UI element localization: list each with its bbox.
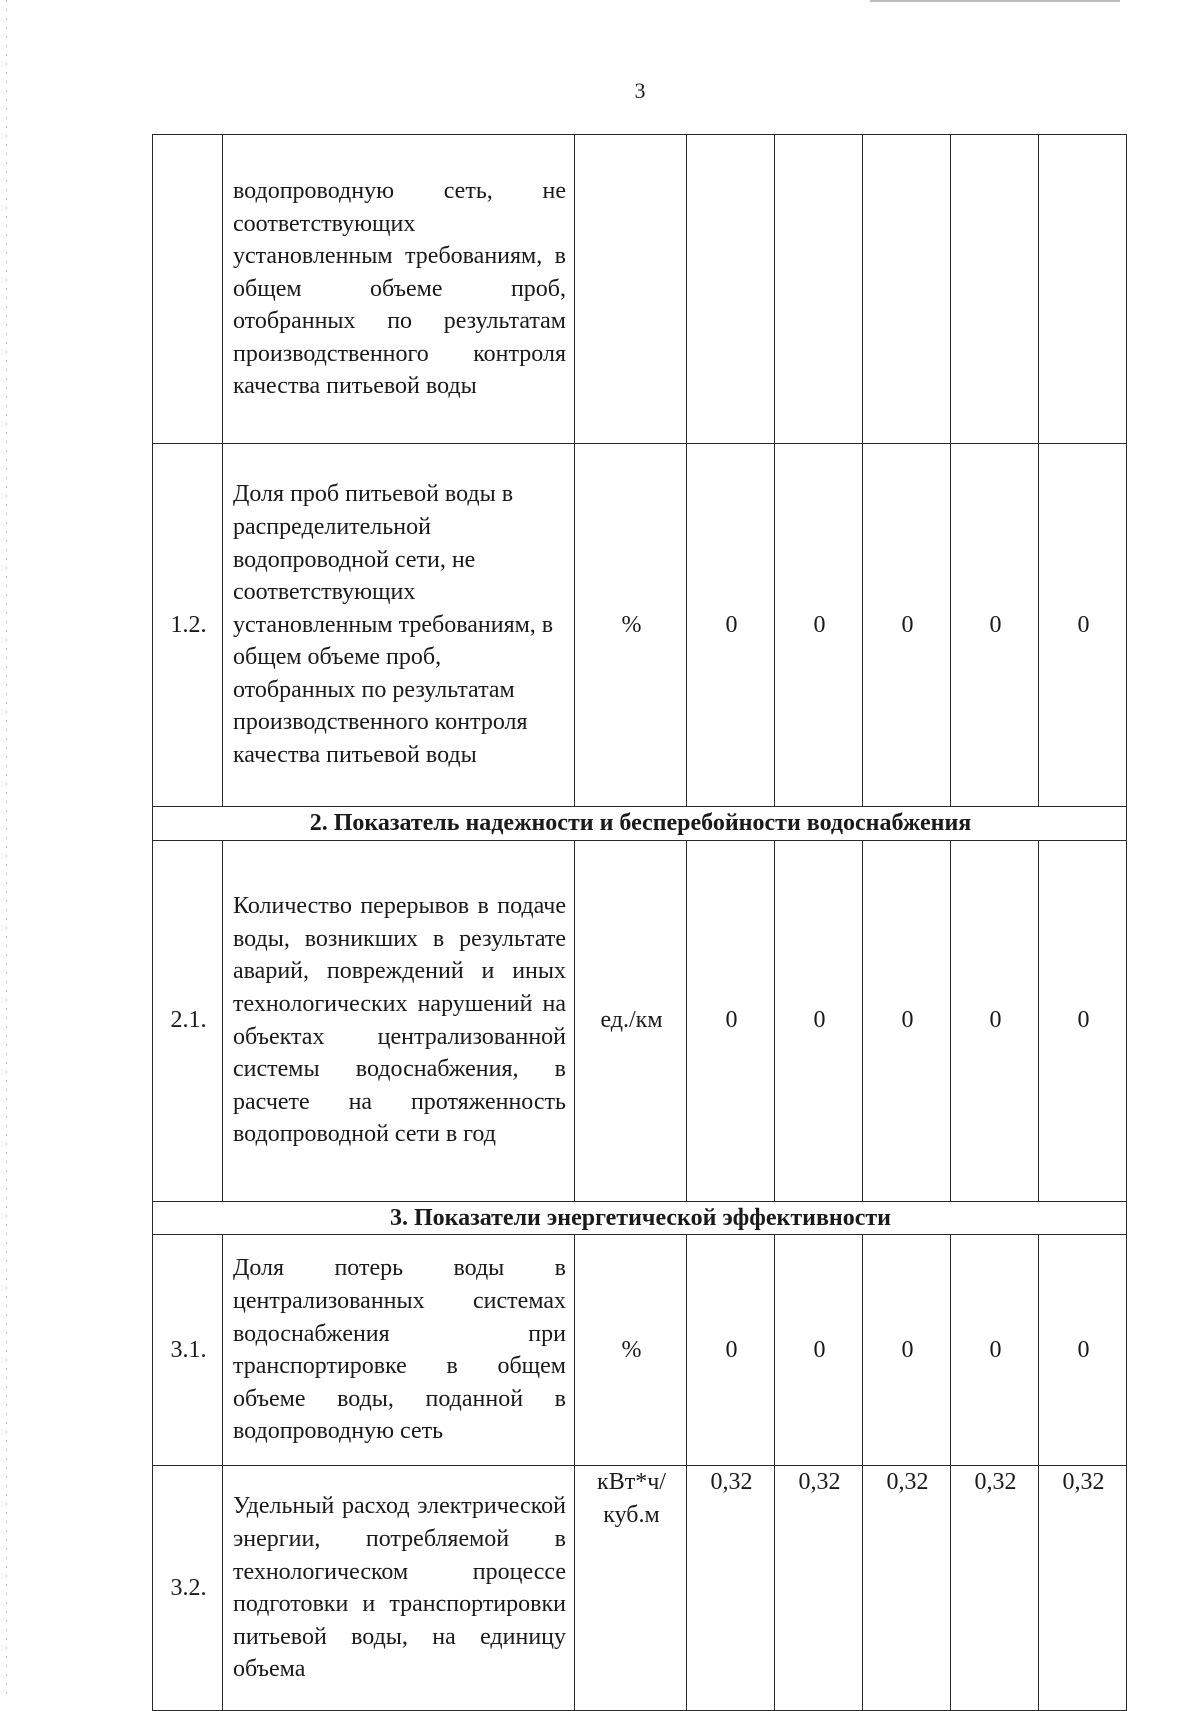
value-cell: 0,32 [863,1466,951,1711]
indicators-table [152,134,1127,1711]
indicator-description: Удельный расход электрической энергии, потребляемой в технологическом процессе подготовки и транспортировки питьевой воды, на единицу объема [223,1466,575,1711]
table-row [153,444,1127,807]
table-row [153,135,1127,444]
value-cell: 0 [1039,1235,1127,1466]
value-cell: 0 [775,444,863,807]
value-cell: 0 [1039,840,1127,1201]
value-cell: 0 [775,1235,863,1466]
unit-cell: % [575,1235,687,1466]
section-heading: 2. Показатель надежности и бесперебойности водоснабжения [153,807,1127,841]
value-cell [775,135,863,444]
top-edge-rule [870,0,1120,2]
row-number: 3.1. [153,1235,223,1466]
value-cell: 0,32 [1039,1466,1127,1711]
indicator-description: водопроводную сеть, не соответствующих установленным требованиям, в общем объеме проб, отобранных по результатам производственного контроля качества питьевой воды [223,135,575,444]
indicator-description: Доля проб питьевой воды в распределительной водопроводной сети, не соответствующих установленным требованиям, в общем объеме проб, отобранных по результатам производственного контроля качества питьевой воды [223,444,575,807]
value-cell: 0 [1039,444,1127,807]
row-number [153,135,223,444]
unit-cell: кВт*ч/ куб.м [575,1466,687,1711]
row-number: 2.1. [153,840,223,1201]
row-number: 1.2. [153,444,223,807]
section-row [153,1201,1127,1235]
value-cell: 0 [863,1235,951,1466]
value-cell: 0,32 [951,1466,1039,1711]
value-cell: 0 [687,840,775,1201]
value-cell: 0 [775,840,863,1201]
value-cell: 0 [951,840,1039,1201]
value-cell [951,135,1039,444]
section-row [153,807,1127,841]
unit-cell: % [575,444,687,807]
indicator-description: Доля потерь воды в централизованных системах водоснабжения при транспортировке в общем объеме воды, поданной в водопроводную сеть [223,1235,575,1466]
indicator-description: Количество перерывов в подаче воды, возникших в результате аварий, повреждений и иных технологических нарушений на объектах централизованной системы водоснабжения, в расчете на протяженность водопроводной сети в год [223,840,575,1201]
unit-cell: ед./км [575,840,687,1201]
section-heading: 3. Показатели энергетической эффективности [153,1201,1127,1235]
table-row [153,840,1127,1201]
table-row [153,1235,1127,1466]
value-cell: 0 [687,444,775,807]
value-cell: 0 [951,1235,1039,1466]
value-cell: 0 [863,444,951,807]
value-cell: 0,32 [687,1466,775,1711]
value-cell [1039,135,1127,444]
unit-cell [575,135,687,444]
table-row [153,1466,1127,1711]
value-cell: 0 [687,1235,775,1466]
value-cell: 0 [951,444,1039,807]
page-number: 3 [634,78,646,103]
scan-edge-dots [6,0,7,1698]
value-cell [863,135,951,444]
value-cell [687,135,775,444]
row-number: 3.2. [153,1466,223,1711]
value-cell: 0 [863,840,951,1201]
value-cell: 0,32 [775,1466,863,1711]
